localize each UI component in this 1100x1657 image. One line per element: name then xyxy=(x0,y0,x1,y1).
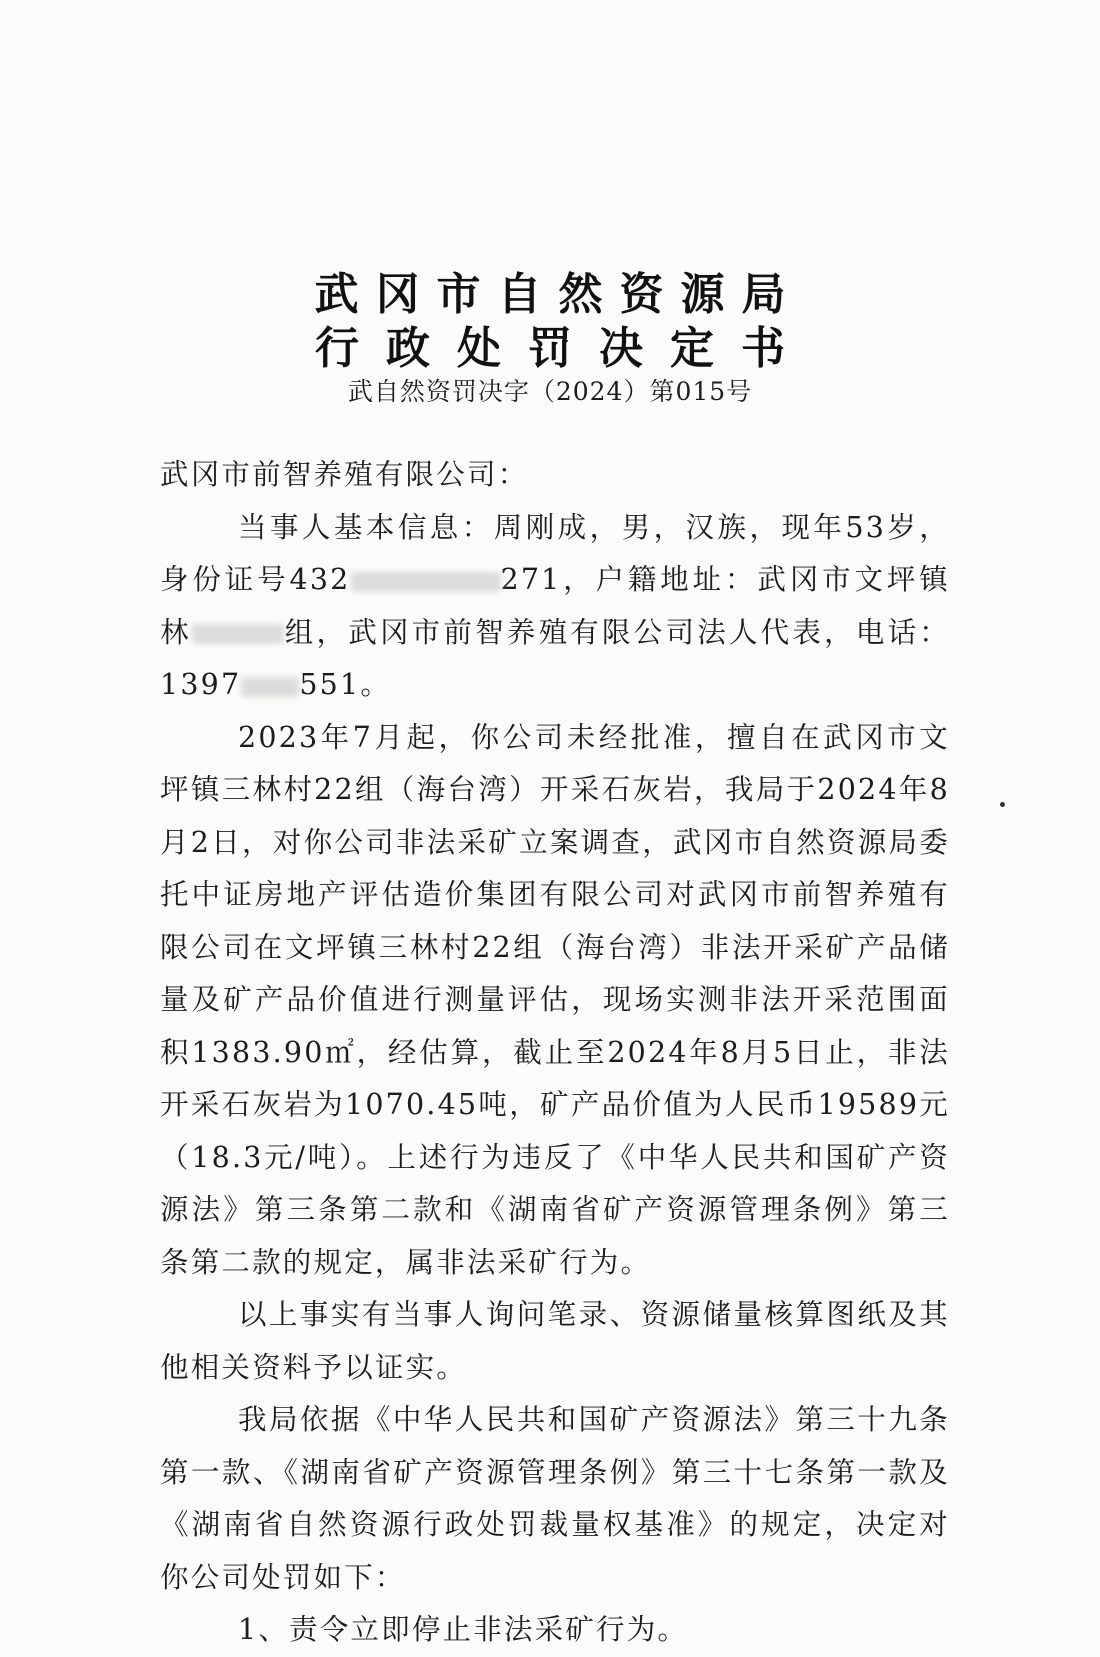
facts-paragraph: 2023年7月起，你公司未经批准，擅自在武冈市文坪镇三林村22组（海台湾）开采石灰岩，我局于2024年8月2日，对你公司非法采矿立案调查，武冈市自然资源局委托中证房地产评估造价集团有限公司对武冈市前智养殖有限公司在文坪镇三林村22组（海台湾）非法开采矿产品储量及矿产品价值进行测量评估，现场实测非法开采范围面积1383.90㎡，经估算，截止至2024年8月5日止，非法开采石灰岩为1070.45吨，矿产品价值为人民币19589元（18.3元/吨）。上述行为违反了《中华人民共和国矿产资源法》第三条第二款和《湖南省矿产资源管理条例》第三条第二款的规定，属非法采矿行为。 xyxy=(160,720,950,1279)
recipient-line: 武冈市前智养殖有限公司： xyxy=(160,458,529,491)
party-info-text-b: 271，户籍地址：武冈市文坪镇林 xyxy=(160,563,950,649)
party-info-text-a: 当事人基本信息：周刚成，男，汉族，现年53岁，身份证号432 xyxy=(160,510,950,596)
phone-suffix: 551。 xyxy=(299,668,392,701)
issuer-title: 武冈市自然资源局 xyxy=(314,269,803,320)
document-title: 行政处罚决定书 xyxy=(315,323,812,374)
document-body xyxy=(160,449,950,1657)
phone-prefix: 1397 xyxy=(160,668,242,701)
stray-mark xyxy=(1000,802,1005,807)
party-info-paragraph xyxy=(160,502,950,712)
evidence-paragraph: 以上事实有当事人询问笔录、资源储量核算图纸及其他相关资料予以证实。 xyxy=(160,1298,950,1384)
party-info-text-c: 组，武冈市前智养殖有限公司法人代表，电话： xyxy=(283,615,951,649)
redacted-id-number xyxy=(351,572,501,592)
document-number: 武自然资罚决字（2024）第015号 xyxy=(347,377,753,406)
redacted-phone xyxy=(241,677,299,697)
penalty-item-1: 1、责令立即停止非法采矿行为。 xyxy=(238,1613,689,1646)
legal-basis-paragraph: 我局依据《中华人民共和国矿产资源法》第三十九条第一款、《湖南省矿产资源管理条例》第三十七条第一款及《湖南省自然资源行政处罚裁量权基准》的规定，决定对你公司处罚如下： xyxy=(160,1403,950,1594)
redacted-address xyxy=(192,624,284,644)
